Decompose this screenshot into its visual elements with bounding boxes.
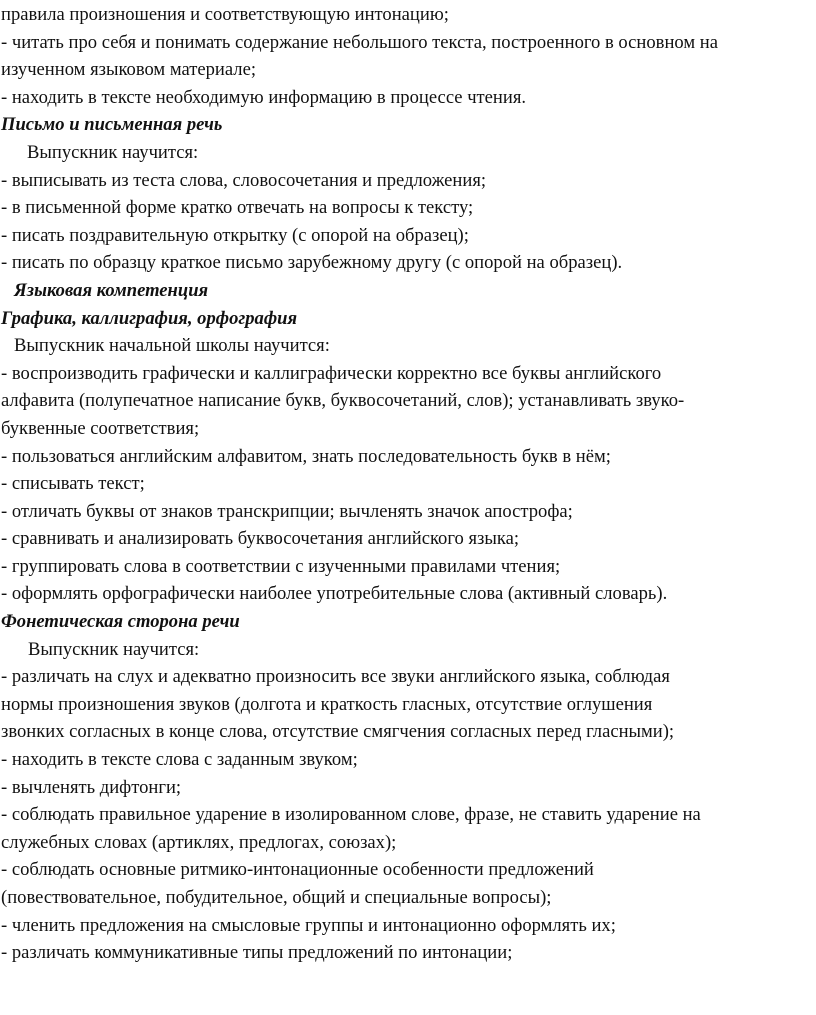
list-item: - членить предложения на смысловые группы и интонационно оформлять их;	[1, 914, 616, 936]
list-item: - читать про себя и понимать содержание небольшого текста, построенного в основном на	[1, 31, 718, 53]
list-item: - оформлять орфографически наиболее употребительные слова (активный словарь).	[1, 583, 668, 605]
text-line: нормы произношения звуков (долгота и краткость гласных, отсутствие оглушения	[1, 693, 653, 715]
text-line: звонких согласных в конце слова, отсутствие смягчения согласных перед гласными);	[1, 721, 675, 743]
text-line: служебных словах (артиклях, предлогах, союзах);	[1, 831, 397, 853]
section-heading-phonetics: Фонетическая сторона речи	[1, 611, 240, 633]
list-item: - находить в тексте слова с заданным звуком;	[1, 749, 358, 771]
list-item: - вычленять дифтонги;	[1, 776, 182, 798]
text-line: алфавита (полупечатное написание букв, буквосочетаний, слов); устанавливать звуко-	[1, 390, 685, 412]
list-item: - в письменной форме кратко отвечать на вопросы к тексту;	[1, 197, 474, 219]
subheading-graduate-will-learn: Выпускник научится:	[27, 141, 199, 163]
list-item: - списывать текст;	[1, 473, 145, 495]
section-heading-writing: Письмо и письменная речь	[1, 114, 223, 136]
list-item: - соблюдать правильное ударение в изолированном слове, фразе, не ставить ударение на	[1, 804, 701, 826]
text-line: изученном языковом материале;	[1, 59, 257, 81]
subheading-graduate-will-learn: Выпускник научится:	[28, 638, 200, 660]
text-line: буквенные соответствия;	[1, 417, 200, 439]
subheading-graduate-will-learn: Выпускник начальной школы научится:	[14, 335, 330, 357]
text-line: (повествовательное, побудительное, общий и специальные вопросы);	[1, 887, 552, 908]
list-item: - различать на слух и адекватно произносить все звуки английского языка, соблюдая	[1, 666, 670, 688]
list-item: - группировать слова в соответствии с изученными правилами чтения;	[1, 555, 561, 577]
list-item: - отличать буквы от знаков транскрипции; вычленять значок апострофа;	[1, 500, 573, 522]
section-heading-graphics-calligraphy: Графика, каллиграфия, орфография	[1, 307, 298, 329]
text-line: правила произношения и соответствующую интонацию;	[1, 4, 449, 25]
list-item: - воспроизводить графически и каллиграфически корректно все буквы английского	[1, 362, 662, 384]
list-item: - пользоваться английским алфавитом, знать последовательность букв в нём;	[1, 445, 611, 467]
list-item: - выписывать из теста слова, словосочетания и предложения;	[1, 169, 487, 191]
list-item: - соблюдать основные ритмико-интонационные особенности предложений	[1, 859, 594, 881]
list-item: - различать коммуникативные типы предложений по интонации;	[1, 942, 513, 964]
list-item: - сравнивать и анализировать буквосочетания английского языка;	[1, 528, 520, 550]
list-item: - писать поздравительную открытку (с опорой на образец);	[1, 224, 469, 246]
list-item: - писать по образцу краткое письмо зарубежному другу (с опорой на образец).	[1, 252, 623, 274]
list-item: - находить в тексте необходимую информацию в процессе чтения.	[1, 86, 527, 108]
section-heading-language-competence: Языковая компетенция	[14, 279, 209, 301]
